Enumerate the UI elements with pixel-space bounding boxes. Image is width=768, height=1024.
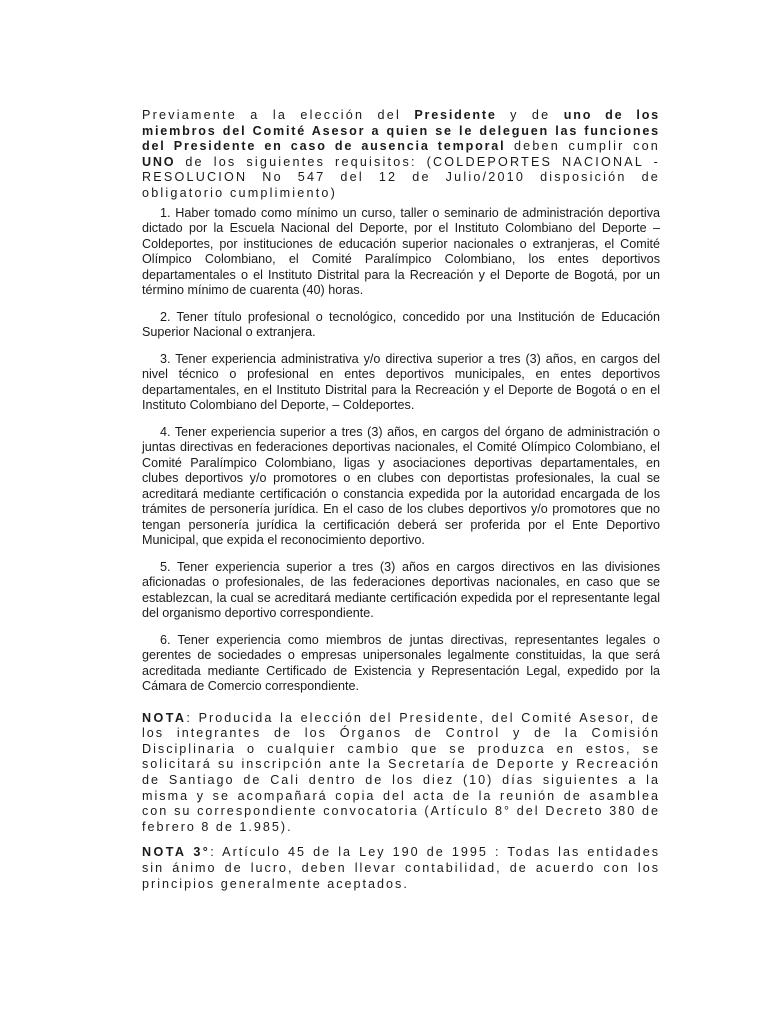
intro-text-2: y de bbox=[496, 108, 564, 122]
intro-text-4: de los siguientes requisitos: (COLDEPORTES NACIONAL - RESOLUCION No 547 del 12 de Julio/2010 disposición de obligatorio cumplimiento) bbox=[142, 154, 660, 200]
nota-label: NOTA bbox=[142, 710, 187, 725]
intro-text-1: Previamente a la elección del bbox=[142, 108, 415, 122]
requirement-item-4: 4. Tener experiencia superior a tres (3) años, en cargos del órgano de administración o juntas directivas en federaciones deportivas nacionales, el Comité Olímpico Colombiano, el Comité Paralímpico Colombiano, ligas y asociaciones deportivas departamentales, en clubes deportivos y/o promotores o en clubes con deportistas profesionales, la cual se acreditará mediante certificación o constancia expedida por la autoridad encargada de los trámites de personería jurídica. En el caso de los clubes deportivos y/o promotores que no tengan personería jurídica la certificación deberá ser proferida por el Ente Deportivo Municipal, que expida el reconocimiento deportivo. bbox=[142, 424, 660, 548]
requirement-item-3: 3. Tener experiencia administrativa y/o directiva superior a tres (3) años, en cargos del nivel técnico o profesional en entes deportivos municipales, en entes deportivos departamentales, en el Instituto Distrital para la Recreación y el Deporte de Bogotá o en el Instituto Colombiano del Deporte, – Coldeportes. bbox=[142, 351, 660, 413]
nota-3-paragraph bbox=[142, 845, 660, 892]
requirement-item-5: 5. Tener experiencia superior a tres (3) años en cargos directivos en las divisiones aficionadas o profesionales, de las federaciones deportivas nacionales, en caso que se establezcan, la cual se acreditará mediante certificación expedida por el representante legal del organismo deportivo correspondiente. bbox=[142, 559, 660, 621]
nota-text: : Producida la elección del Presidente, del Comité Asesor, de los integrantes de los Órganos de Control y de la Comisión Disciplinaria o cualquier cambio que se produzca en estos, se solicitará su inscripción ante la Secretaría de Deporte y Recreación de Santiago de Cali dentro de los diez (10) días siguientes a la misma y se acompañará copia del acta de la reunión de asamblea con su correspondiente convocatoria (Artículo 8° del Decreto 380 de febrero 8 de 1.985). bbox=[142, 710, 660, 834]
nota-3-label: NOTA 3° bbox=[142, 845, 211, 860]
requirement-item-6: 6. Tener experiencia como miembros de juntas directivas, representantes legales o gerentes de sociedades o empresas unipersonales legalmente constituidas, la que será acreditada mediante Certificado de Existencia y Representación Legal, expedido por la Cámara de Comercio correspondiente. bbox=[142, 632, 660, 694]
requirement-item-2: 2. Tener título profesional o tecnológico, concedido por una Institución de Educación Superior Nacional o extranjera. bbox=[142, 309, 660, 340]
nota-paragraph bbox=[142, 711, 660, 836]
intro-bold-uno: UNO bbox=[142, 154, 176, 169]
nota-3-text: : Artículo 45 de la Ley 190 de 1995 : Todas las entidades sin ánimo de lucro, deben llevar contabilidad, de acuerdo con los principios generalmente aceptados. bbox=[142, 845, 660, 891]
intro-bold-presidente: Presidente bbox=[414, 108, 497, 122]
requirements-list bbox=[142, 206, 660, 695]
intro-bold-miembros: uno de los miembros del Comité Asesor a quien se le deleguen las funciones del Presidente en caso de ausencia temporal bbox=[142, 108, 660, 154]
intro-paragraph bbox=[142, 108, 660, 202]
intro-text-3: deben cumplir con bbox=[505, 139, 660, 154]
requirement-item-1: 1. Haber tomado como mínimo un curso, taller o seminario de administración deportiva dictado por la Escuela Nacional del Deporte, por el Instituto Colombiano del Deporte – Coldeportes, por instituciones de educación superior nacionales o extranjeras, el Comité Olímpico Colombiano, el Comité Paralímpico Colombiano, los entes deportivos departamentales o el Instituto Distrital para la Recreación y el Deporte de Bogotá, por un término mínimo de cuarenta (40) horas. bbox=[142, 205, 660, 298]
document-page bbox=[142, 108, 660, 902]
